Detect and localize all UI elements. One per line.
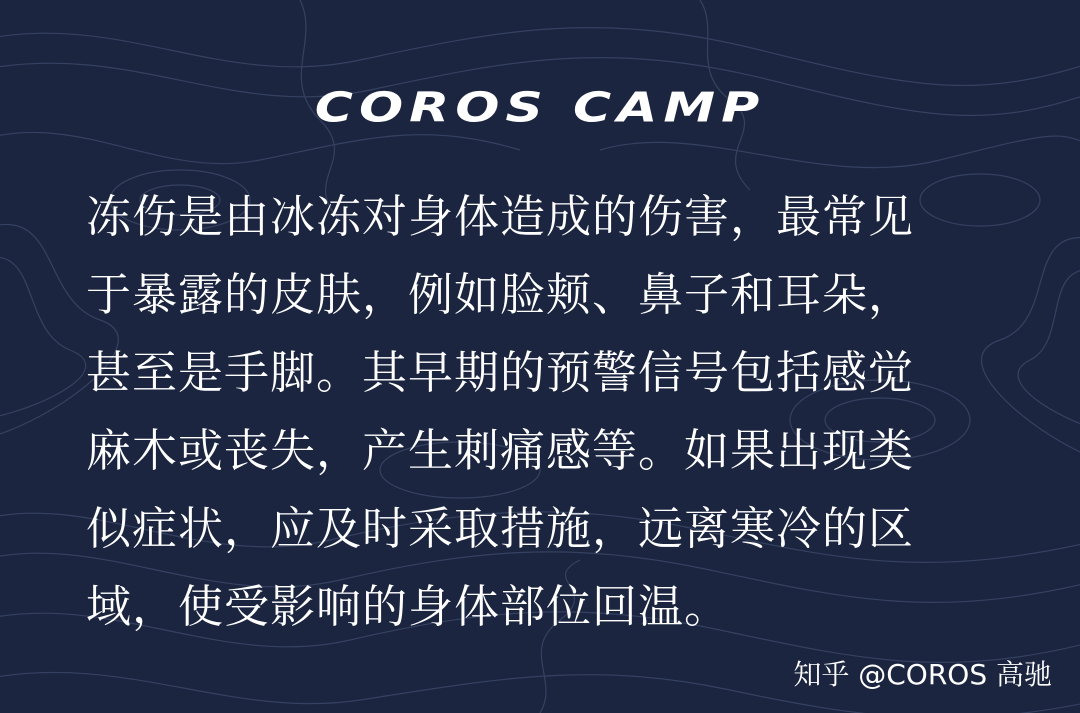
zhihu-watermark: 知乎 @COROS 高驰	[793, 658, 1052, 691]
description-line: 甚至是手脚。其早期的预警信号包括感觉	[86, 346, 915, 399]
description-line: 麻木或丧失，产生刺痛感等。如果出现类	[86, 424, 915, 477]
description-line: 域，使受影响的身体部位回温。	[86, 580, 731, 633]
description-line: 于暴露的皮肤，例如脸颊、鼻子和耳朵，	[86, 268, 915, 321]
frostbite-description	[86, 178, 1046, 646]
description-line: 似症状，应及时采取措施，远离寒冷的区	[86, 502, 915, 555]
description-line: 冻伤是由冰冻对身体造成的伤害，最常见	[86, 190, 915, 243]
coros-camp-logo: COROS CAMP	[314, 84, 766, 132]
